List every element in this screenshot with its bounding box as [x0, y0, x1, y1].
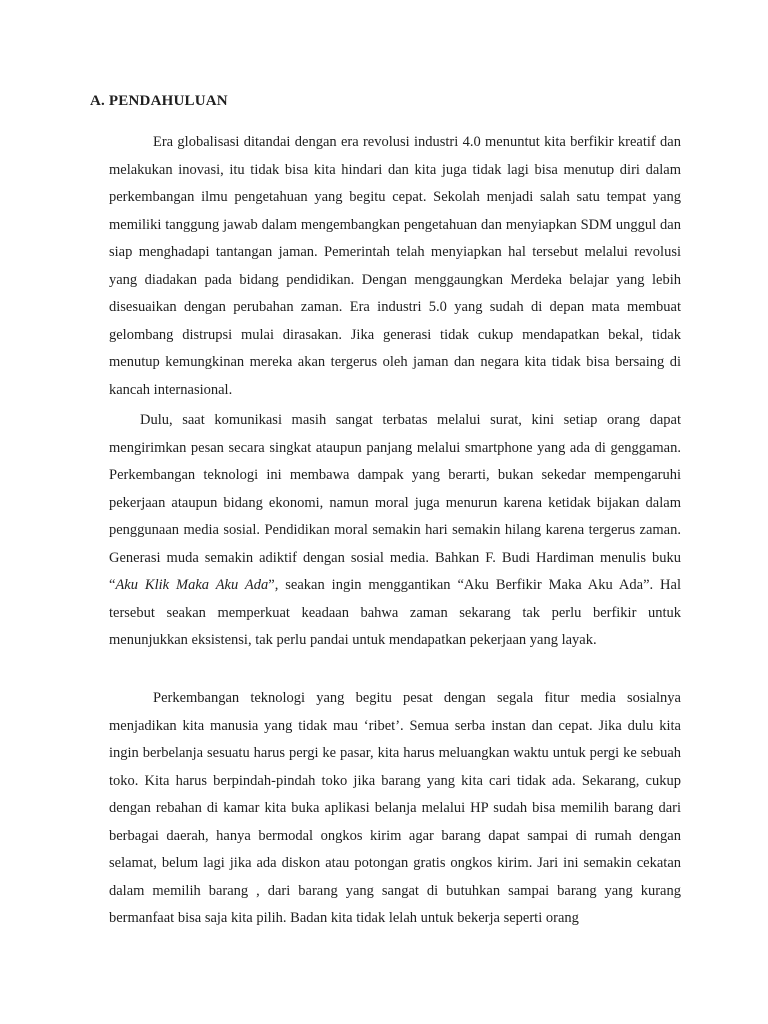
paragraph-2: [109, 407, 681, 655]
paragraph-2-text-after: ”, seakan ingin menggantikan “Aku Berfikir Maka Aku Ada”. Hal tersebut seakan memperkuat keadaan bahwa zaman sekarang tak perlu berfikir untuk menunjukkan eksistensi, tak perlu pandai untuk mendapatkan pekerjaan yang layak.: [109, 577, 681, 648]
paragraph-1: Era globalisasi ditandai dengan era revolusi industri 4.0 menuntut kita berfikir kreatif dan melakukan inovasi, itu tidak bisa kita hindari dan kita juga tidak lagi bisa menutup diri dalam perkembangan ilmu pengetahuan yang begitu cepat. Sekolah menjadi salah satu tempat yang memiliki tanggung jawab dalam mengembangkan pengetahuan dan menyiapkan SDM unggul dan siap menghadapi tantangan jaman. Pemerintah telah menyiapkan hal tersebut melalui revolusi yang diadakan pada bidang pendidikan. Dengan menggaungkan Merdeka belajar yang lebih disesuaikan dengan perubahan zaman. Era industri 5.0 yang sudah di depan mata membuat gelombang distrupsi mulai dirasakan. Jika generasi tidak cukup mendapatkan bekal, tidak menutup kemungkinan mereka akan tergerus oleh jaman dan negara kita tidak bisa bersaing di kancah internasional.: [109, 134, 681, 398]
book-title-italic: Aku Klik Maka Aku Ada: [115, 577, 269, 593]
paragraph-2-text-before: Dulu, saat komunikasi masih sangat terbatas melalui surat, kini setiap orang dapat mengirimkan pesan secara singkat ataupun panjang melalui smartphone yang ada di genggaman. Perkembangan teknologi ini membawa dampak yang berarti, bukan sekedar mempengaruhi pekerjaan ataupun bidang ekonomi, namun moral juga menurun karena ketidak bijakan dalam penggunaan media sosial. Pendidikan moral semakin hari semakin hilang karena tergerus zaman. Generasi muda semakin adiktif dengan sosial media. Bahkan F. Budi Hardiman menulis buku “: [109, 412, 681, 593]
paragraph-3: Perkembangan teknologi yang begitu pesat dengan segala fitur media sosialnya menjadikan kita manusia yang tidak mau ‘ribet’. Semua serba instan dan cepat. Jika dulu kita ingin berbelanja sesuatu harus pergi ke pasar, kita harus meluangkan waktu untuk pergi ke sebuah toko. Kita harus berpindah-pindah toko jika barang yang kita cari tidak ada. Sekarang, cukup dengan rebahan di kamar kita buka aplikasi belanja melalui HP sudah bisa memilih barang dari berbagai daerah, hanya bermodal ongkos kirim agar barang dapat sampai di rumah dengan selamat, belum lagi jika ada diskon atau potongan gratis ongkos kirim. Jari ini semakin cekatan dalam memilih barang , dari barang yang sangat di butuhkan sampai barang yang kurang bermanfaat bisa saja kita pilih. Badan kita tidak lelah untuk bekerja seperti orang: [109, 690, 681, 926]
section-heading: A. PENDAHULUAN: [90, 93, 228, 109]
